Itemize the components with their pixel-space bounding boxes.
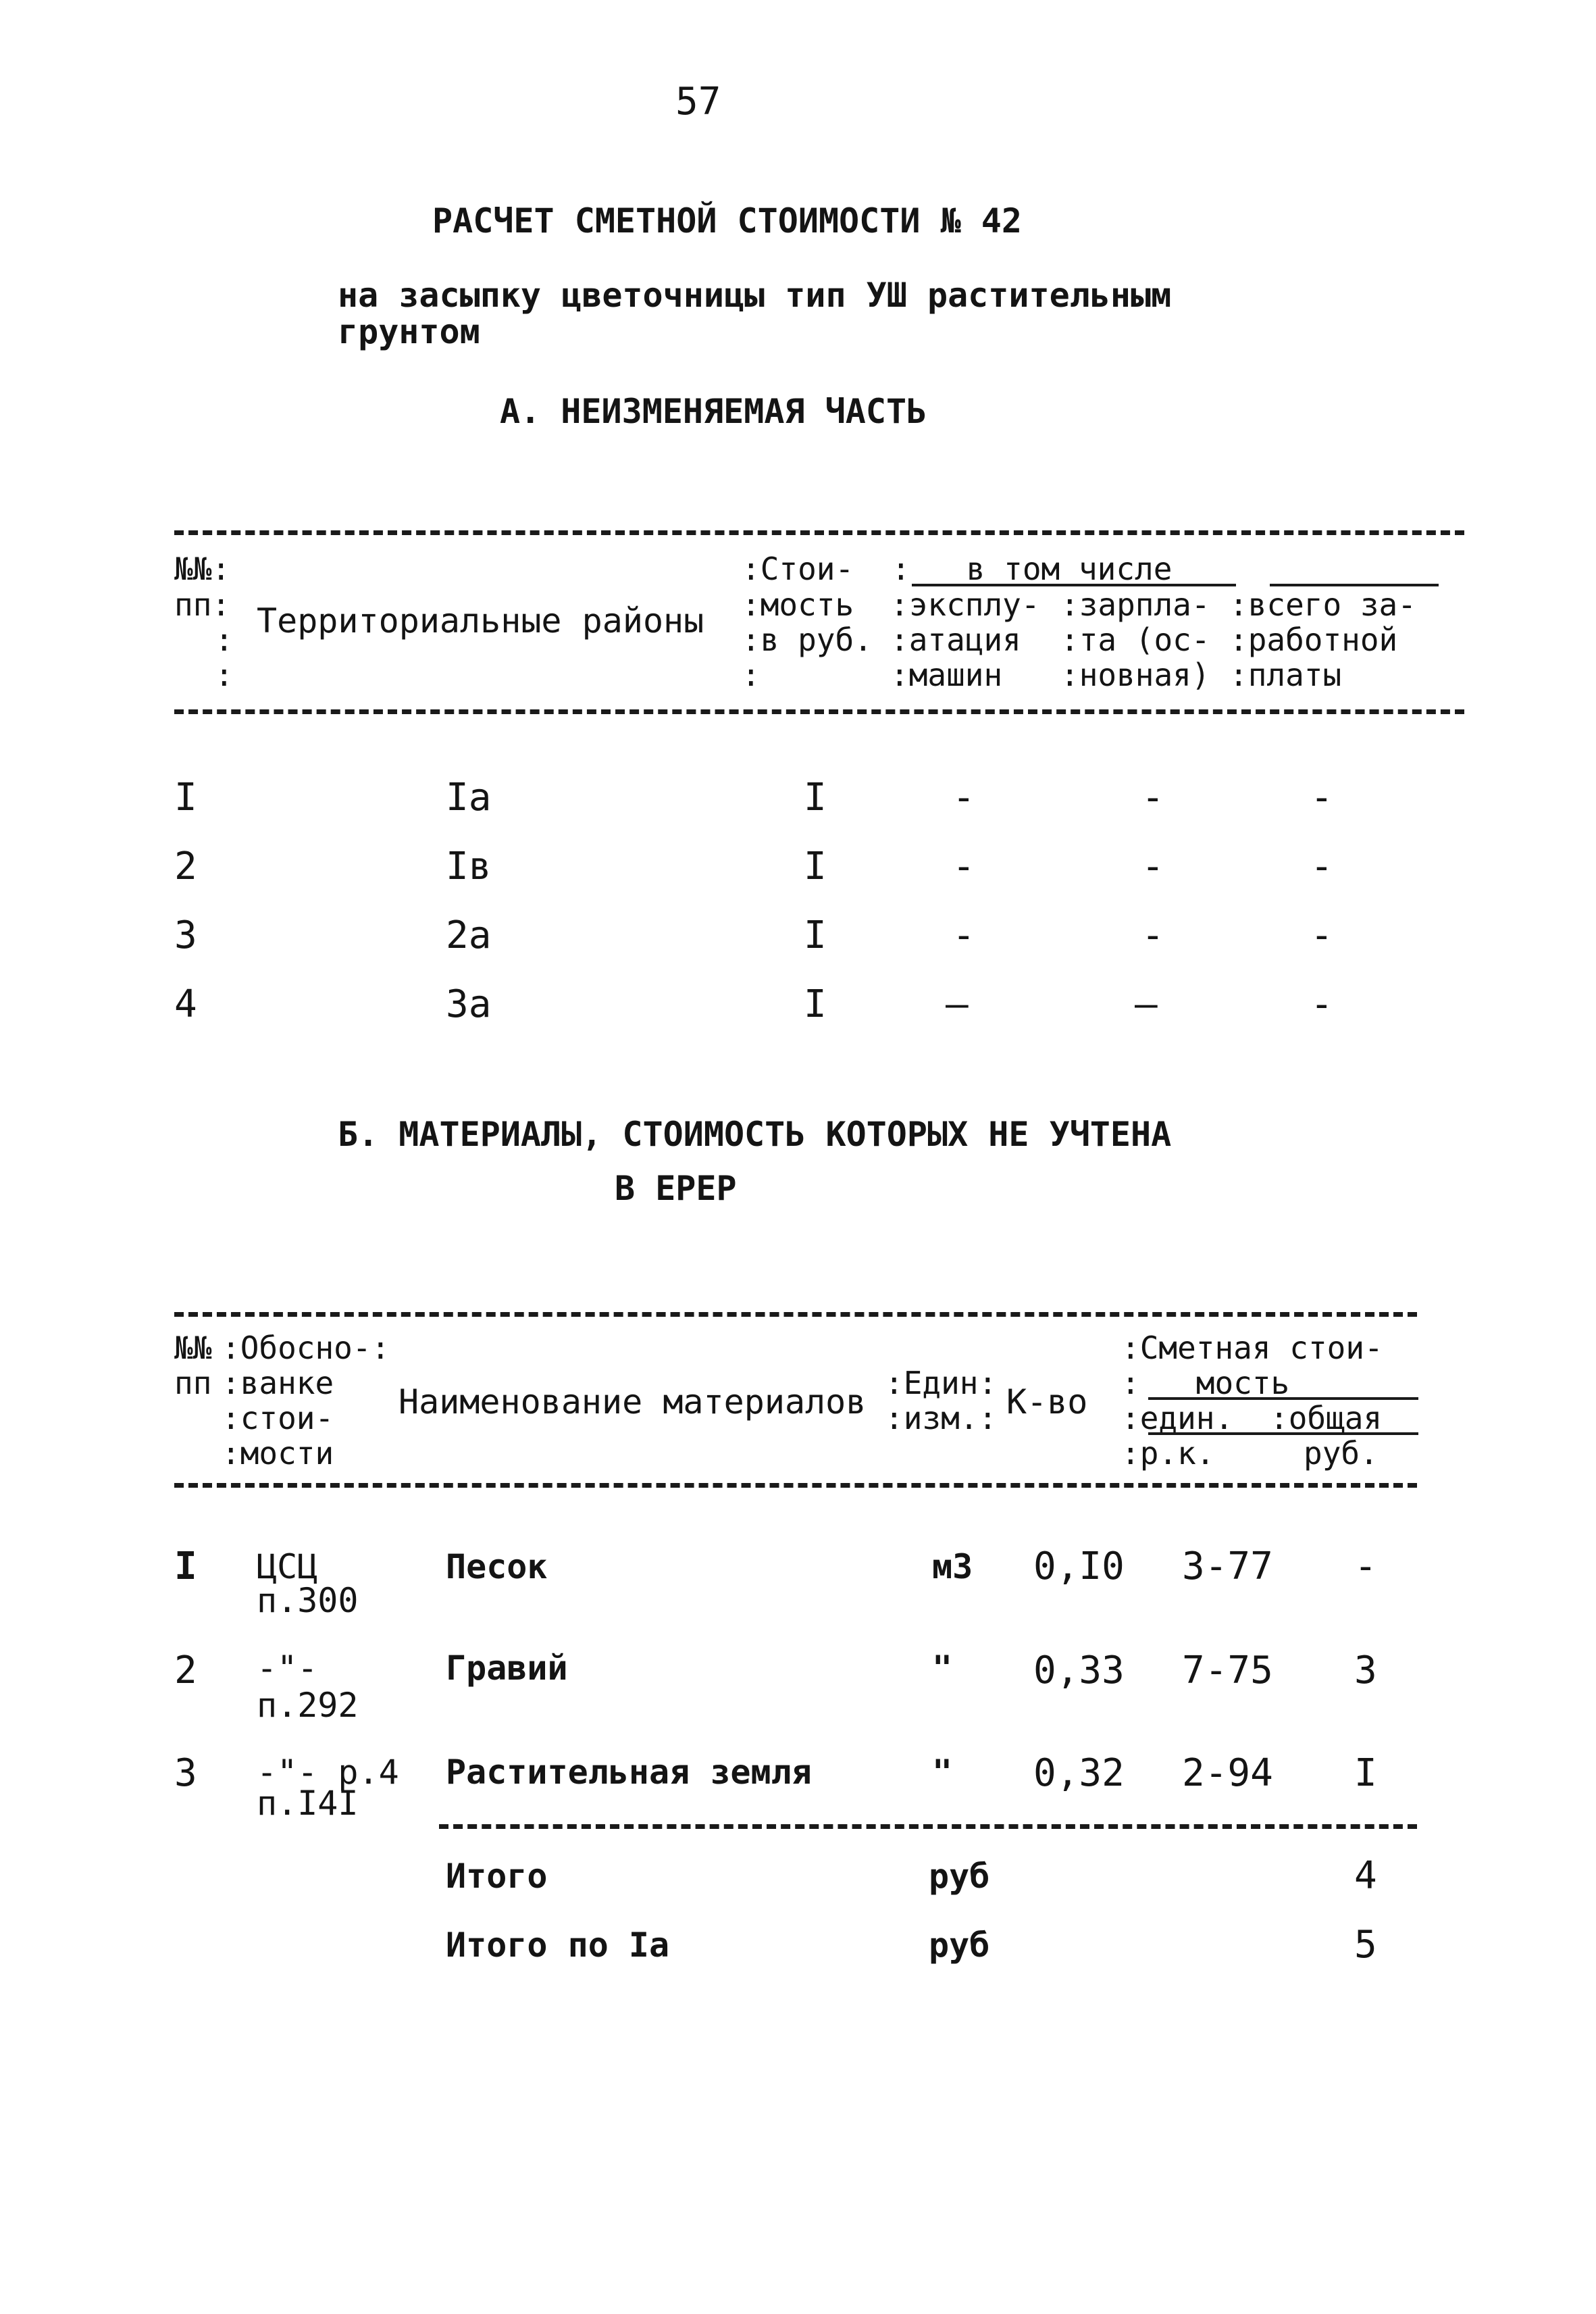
col-exploit-header-3: :машин — [890, 657, 1003, 693]
row-cost: I — [804, 776, 827, 820]
row-total: - — [1310, 776, 1333, 820]
row-unit: м3 — [932, 1547, 973, 1586]
row-salary: - — [1141, 845, 1164, 888]
col-basis-header-1: :Обосно-: — [222, 1330, 390, 1366]
col-salary-header-2: :та (ос- — [1060, 622, 1210, 658]
col-basis-header-3: :стои- — [222, 1400, 334, 1436]
row-total: I — [1354, 1751, 1377, 1795]
total-label: Итого — [446, 1857, 548, 1896]
row-name: Песок — [446, 1547, 548, 1586]
row-num: 3 — [174, 1751, 197, 1795]
row-num: 4 — [174, 982, 197, 1026]
row-price: 7-75 — [1182, 1649, 1273, 1692]
row-exploit: - — [952, 776, 975, 820]
row-qty: 0,I0 — [1033, 1544, 1125, 1588]
col-unit-header-1: :Един: — [885, 1365, 998, 1401]
row-district: 2а — [446, 913, 492, 957]
row-name: Гравий — [446, 1649, 568, 1688]
col-smeta-header-2: : мость — [1121, 1365, 1290, 1401]
col-unit-price-header-1: :един. — [1121, 1400, 1234, 1436]
document-title: РАСЧЕТ СМЕТНОЙ СТОИМОСТИ № 42 — [432, 201, 1022, 241]
table-a-header-rule — [174, 709, 1464, 714]
col-total-price-header-1: :общая — [1270, 1400, 1383, 1436]
totals-rule — [439, 1824, 1417, 1829]
section-a-heading: А. НЕИЗМЕНЯЕМАЯ ЧАСТЬ — [500, 392, 927, 431]
row-total: 3 — [1354, 1649, 1377, 1692]
row-basis-2: п.300 — [257, 1581, 359, 1620]
subtitle-line2: грунтом — [338, 312, 480, 351]
col-basis-header-2: :ванке — [222, 1365, 334, 1401]
col-unit-header-2: :изм.: — [885, 1400, 998, 1436]
row-total: - — [1354, 1544, 1377, 1588]
row-num: 3 — [174, 913, 197, 957]
col-total-price-header-2: руб. — [1304, 1435, 1379, 1472]
row-salary: - — [1141, 776, 1164, 820]
total-unit: руб — [929, 1926, 990, 1965]
col-total-salary-header-3: :платы — [1229, 657, 1342, 693]
total-label: Итого по Iа — [446, 1926, 670, 1965]
row-total: - — [1310, 913, 1333, 957]
col-cost-header-1: :Стои- — [742, 551, 854, 587]
row-cost: I — [804, 845, 827, 888]
col-num-header-3: : — [215, 622, 234, 658]
col-smeta-header: :Сметная стои- — [1121, 1330, 1383, 1366]
col-num-header-2: пп — [174, 1365, 212, 1401]
col-district-header: Территориальные районы — [257, 601, 704, 640]
row-basis-1: -"- — [257, 1649, 318, 1688]
col-name-header: Наименование материалов — [398, 1382, 867, 1422]
row-salary: — — [1135, 982, 1158, 1026]
table-b-header-rule — [174, 1483, 1417, 1488]
col-cost-header-4: : — [742, 657, 761, 693]
col-total-salary-header-2: :работной — [1229, 622, 1398, 658]
row-qty: 0,33 — [1033, 1649, 1125, 1692]
col-exploit-header-2: :атация — [890, 622, 1021, 658]
row-basis-2: п.292 — [257, 1686, 359, 1725]
row-basis-1: -"- р.4 — [257, 1753, 399, 1792]
row-exploit: - — [952, 913, 975, 957]
col-including-header: : в том числе — [892, 551, 1173, 587]
col-salary-header-1: :зарпла- — [1060, 586, 1210, 623]
table-a-top-rule — [174, 530, 1464, 535]
total-value: 4 — [1354, 1854, 1377, 1898]
row-total: - — [1310, 982, 1333, 1026]
col-qty-header: К-во — [1006, 1382, 1088, 1422]
row-unit: " — [932, 1649, 953, 1688]
section-b-heading-line1: Б. МАТЕРИАЛЫ, СТОИМОСТЬ КОТОРЫХ НЕ УЧТЕНА — [338, 1115, 1172, 1154]
col-basis-header-4: :мости — [222, 1435, 334, 1472]
row-cost: I — [804, 913, 827, 957]
table-b-top-rule — [174, 1312, 1417, 1317]
row-basis-2: п.I4I — [257, 1784, 359, 1823]
total-unit: руб — [929, 1857, 990, 1896]
total-value: 5 — [1354, 1923, 1377, 1967]
col-total-salary-header-1: :всего за- — [1229, 586, 1416, 623]
row-district: 3а — [446, 982, 492, 1026]
row-basis-1: ЦСЦ — [257, 1547, 318, 1586]
col-cost-header-2: :мость — [742, 586, 854, 623]
col-cost-header-3: :в руб. — [742, 622, 873, 658]
row-num: 2 — [174, 1649, 197, 1692]
col-num-header-1: №№ — [174, 1330, 212, 1366]
row-price: 3-77 — [1182, 1544, 1273, 1588]
subtitle-line1: на засыпку цветочницы тип УШ растительным — [338, 276, 1172, 315]
col-num-header-2: пп: — [174, 586, 231, 623]
col-salary-header-3: :новная) — [1060, 657, 1210, 693]
page-number: 57 — [675, 80, 721, 124]
row-price: 2-94 — [1182, 1751, 1273, 1795]
row-num: I — [174, 1544, 197, 1588]
row-exploit: - — [952, 845, 975, 888]
row-name: Растительная земля — [446, 1753, 812, 1792]
row-num: I — [174, 776, 197, 820]
col-num-header-1: №№: — [174, 551, 231, 587]
row-district: Iа — [446, 776, 492, 820]
col-num-header-4: : — [215, 657, 234, 693]
row-unit: " — [932, 1753, 953, 1792]
row-exploit: — — [946, 982, 969, 1026]
row-num: 2 — [174, 845, 197, 888]
row-cost: I — [804, 982, 827, 1026]
row-district: Iв — [446, 845, 492, 888]
col-unit-price-header-2: :р.к. — [1121, 1435, 1215, 1472]
col-exploit-header-1: :эксплу- — [890, 586, 1040, 623]
section-b-heading-line2: В ЕРЕР — [615, 1169, 737, 1208]
row-qty: 0,32 — [1033, 1751, 1125, 1795]
row-salary: - — [1141, 913, 1164, 957]
row-total: - — [1310, 845, 1333, 888]
